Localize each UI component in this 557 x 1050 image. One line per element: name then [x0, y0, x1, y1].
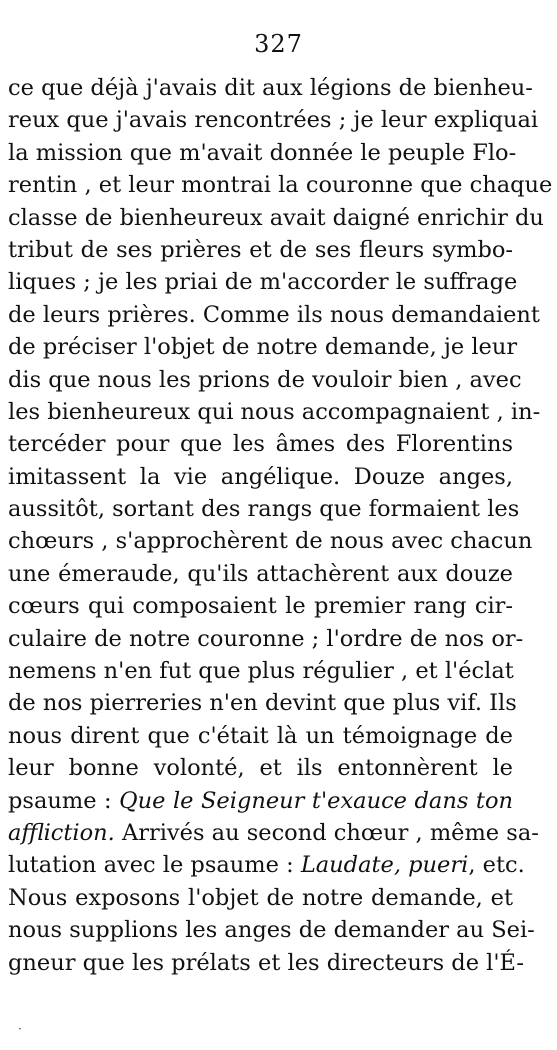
text-line	[8, 169, 553, 201]
text-line	[8, 947, 524, 979]
text-line	[8, 914, 535, 946]
text-line	[8, 72, 533, 104]
text-line	[8, 720, 513, 752]
text-line	[8, 493, 520, 525]
ink-speck: ·	[18, 1022, 22, 1036]
text-segment: nous dirent que c'était là un témoignage de	[8, 722, 513, 749]
text-segment: psaume :	[8, 787, 120, 814]
text-line	[8, 137, 517, 169]
text-segment: dis que nous les prions de vouloir bien , avec	[8, 366, 522, 393]
text-segment: , etc.	[468, 852, 525, 879]
text-segment: liques ; je les priai de m'accorder le suffrage	[8, 269, 518, 296]
text-segment: classe de bienheureux avait daigné enrichir du	[8, 204, 544, 231]
text-line	[8, 234, 513, 266]
text-segment: ce que déjà j'avais dit aux légions de bienheu-	[8, 75, 533, 101]
text-line	[8, 202, 544, 234]
italic-text-segment: affliction.	[8, 819, 115, 846]
text-segment: les bienheureux qui nous accompagnaient , in-	[8, 398, 541, 425]
text-segment: reux que j'avais rencontrées ; je leur expliquai	[8, 107, 539, 134]
text-line	[8, 785, 513, 817]
text-segment: de leurs prières. Comme ils nous demandaient	[8, 301, 540, 328]
text-line	[8, 655, 513, 687]
text-segment: lutation avec le psaume :	[8, 852, 301, 879]
text-segment: rentin , et leur montrai la couronne que chaque	[8, 172, 553, 199]
italic-text-segment: Laudate, pueri	[300, 852, 469, 879]
text-segment: de nos pierreries n'en devint que plus vif. Ils	[8, 690, 517, 717]
text-line	[8, 461, 513, 493]
text-line	[8, 687, 517, 719]
text-segment: chœurs , s'approchèrent de nous avec chacun	[8, 528, 533, 555]
text-line	[8, 428, 513, 460]
text-line	[8, 331, 518, 363]
page-number: 327	[254, 30, 303, 58]
text-segment: aussitôt, sortant des rangs que formaient les	[8, 496, 520, 523]
text-segment: imitassent la vie angélique. Douze anges,	[8, 463, 513, 490]
text-segment: la mission que m'avait donnée le peuple Flo-	[8, 139, 517, 166]
text-segment: nemens n'en fut que plus régulier , et l'éclat	[8, 658, 514, 685]
text-segment: tribut de ses prières et de ses fleurs symbo-	[8, 236, 513, 263]
body-text	[8, 72, 553, 979]
italic-text-segment: Que le Seigneur t'exauce dans ton	[119, 787, 513, 814]
text-segment: cœurs qui composaient le premier rang cir-	[8, 593, 513, 620]
text-segment: leur bonne volonté, et ils entonnèrent le	[8, 755, 513, 782]
text-line	[8, 396, 541, 428]
text-line	[8, 849, 525, 881]
text-line	[8, 364, 522, 396]
text-line	[8, 752, 513, 784]
text-segment: nous supplions les anges de demander au Sei-	[8, 917, 535, 944]
text-line	[8, 104, 539, 136]
text-segment: de préciser l'objet de notre demande, je leur	[8, 334, 518, 361]
text-line	[8, 299, 540, 331]
text-segment: Nous exposons l'objet de notre demande, et	[8, 884, 513, 911]
text-segment: culaire de notre couronne ; l'ordre de nos or-	[8, 625, 524, 652]
text-line	[8, 525, 533, 557]
text-line	[8, 266, 518, 298]
text-segment: gneur que les prélats et les directeurs de l'É-	[8, 949, 524, 976]
text-segment: Arrivés au second chœur , même sa-	[114, 819, 539, 846]
text-line	[8, 623, 524, 655]
text-line	[8, 558, 513, 590]
text-segment: une émeraude, qu'ils attachèrent aux douze	[8, 560, 513, 587]
text-line	[8, 882, 513, 914]
text-line	[8, 817, 539, 849]
text-line	[8, 590, 513, 622]
text-segment: tercéder pour que les âmes des Florentins	[8, 431, 513, 458]
